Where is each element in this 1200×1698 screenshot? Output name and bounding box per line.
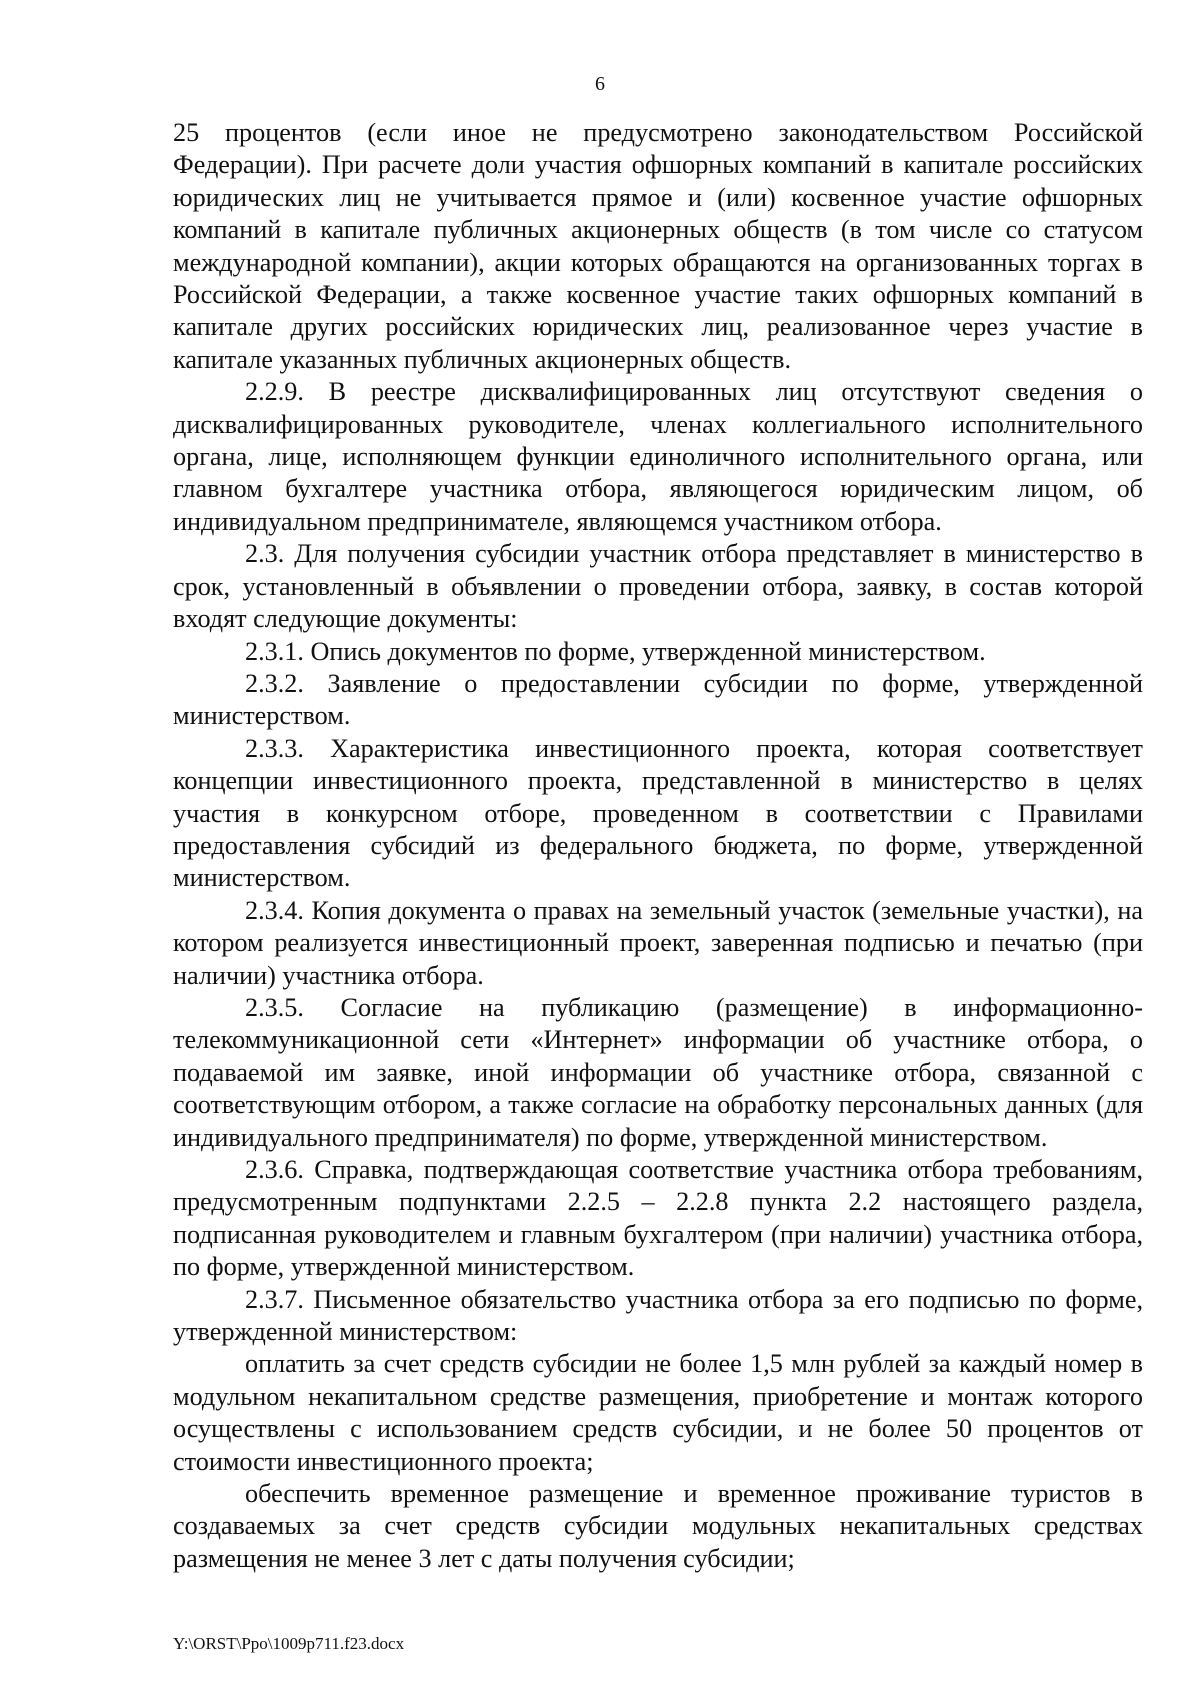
document-body [173, 117, 1143, 1575]
paragraph-2-2-9: 2.2.9. В реестре дисквалифицированных лиц отсутствуют сведения о дисквалифицированных руководителе, членах коллегиального исполнительного органа, лице, исполняющем функции единоличного исполнительного органа, или главном бухгалтере участника отбора, являющегося юридическим лицом, об индивидуальном предпринимателе, являющемся участником отбора. [173, 377, 1143, 536]
paragraph-2-3-1: 2.3.1. Опись документов по форме, утвержденной министерством. [245, 636, 986, 666]
paragraph-2-3-4: 2.3.4. Копия документа о правах на земельный участок (земельные участки), на котором реализуется инвестиционный проект, заверенная подписью и печатью (при наличии) участника отбора. [173, 895, 1143, 990]
paragraph-obligation-2: обеспечить временное размещение и временное проживание туристов в создаваемых за счет средств субсидии модульных некапитальных средствах размещения не менее 3 лет с даты получения субсидии; [173, 1479, 1143, 1573]
paragraph-2-3-6: 2.3.6. Справка, подтверждающая соответствие участника отбора требованиям, предусмотренным подпунктами 2.2.5 – 2.2.8 пункта 2.2 настоящего раздела, подписанная руководителем и главным бухгалтером (при наличии) участника отбора, по форме, утвержденной министерством. [173, 1155, 1143, 1282]
paragraph-2-3-7: 2.3.7. Письменное обязательство участника отбора за его подписью по форме, утвержденной министерством: [173, 1284, 1143, 1347]
paragraph-2-3-2: 2.3.2. Заявление о предоставлении субсидии по форме, утвержденной министерством. [173, 668, 1143, 731]
page-number: 6 [595, 73, 605, 95]
paragraph-2-3-5: 2.3.5. Согласие на публикацию (размещение) в информационно-телекоммуникационной сети «Интернет» информации об участнике отбора, о подаваемой им заявке, иной информации об участнике отбора, связанной с соответствующим отбором, а также согласие на обработку персональных данных (для индивидуального предпринимателя) по форме, утвержденной министерством. [173, 992, 1143, 1152]
paragraph-2-3: 2.3. Для получения субсидии участник отбора представляет в министерство в срок, установленный в объявлении о проведении отбора, заявку, в состав которой входят следующие документы: [173, 539, 1143, 634]
paragraph-obligation-1: оплатить за счет средств субсидии не более 1,5 млн рублей за каждый номер в модульном некапитальном средстве размещения, приобретение и монтаж которого осуществлены с использованием средств субсидии, и не более 50 процентов от стоимости инвестиционного проекта; [173, 1349, 1143, 1476]
paragraph-2-3-3: 2.3.3. Характеристика инвестиционного проекта, которая соответствует концепции инвестиционного проекта, представленной в министерство в целях участия в конкурсном отборе, проведенном в соответствии с Правилами предоставления субсидий из федерального бюджета, по форме, утвержденной министерством. [173, 733, 1143, 893]
paragraph: 25 процентов (если иное не предусмотрено законодательством Российской Федерации). При расчете доли участия офшорных компаний в капитале российских юридических лиц не учитывается прямое и (или) косвенное участие офшорных компаний в капитале публичных акционерных обществ (в том числе со статусом международной компании), акции которых обращаются на организованных торгах в Российской Федерации, а также косвенное участие таких офшорных компаний в капитале других российских юридических лиц, реализованное через участие в капитале указанных публичных акционерных обществ. [173, 118, 1143, 374]
footer-file-path: Y:\ORST\Ppo\1009p711.f23.docx [173, 1634, 405, 1653]
